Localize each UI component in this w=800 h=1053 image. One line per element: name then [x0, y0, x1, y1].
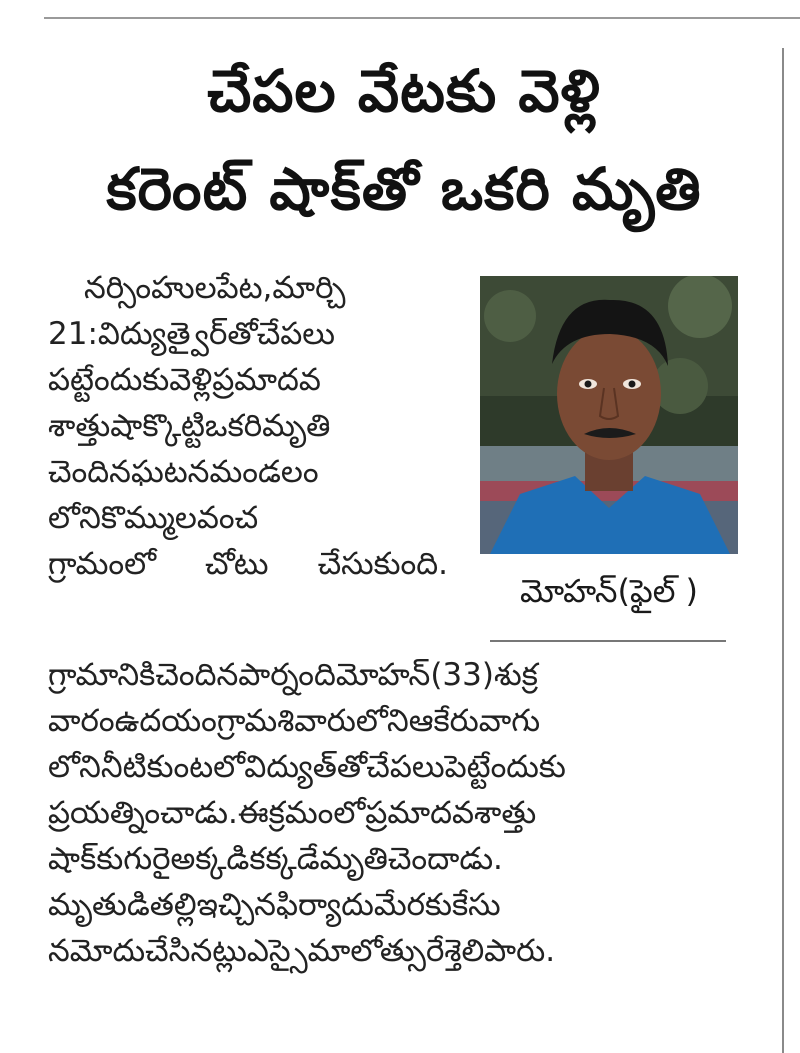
- word: షాక్‌కు: [48, 841, 124, 877]
- word: పార్నంది: [238, 657, 336, 693]
- intro-line: గ్రామంలో చోటు చేసుకుంది.: [48, 546, 448, 582]
- column-rule: [782, 48, 784, 1053]
- word: మృతి: [319, 841, 388, 877]
- word: విద్యుత్: [97, 316, 209, 352]
- word: ఉదయం: [114, 703, 217, 739]
- headline-line-1: చేపల వేటకు వెళ్లి: [207, 57, 601, 125]
- word: కుంటలో: [146, 749, 245, 785]
- word: చెందాడు.: [387, 841, 503, 877]
- word: గ్రామానికి: [48, 657, 156, 693]
- word: మృతుడి: [48, 887, 150, 923]
- word: ప్రమాదవశాత్తు: [365, 795, 537, 831]
- word: ఇచ్చిన: [196, 887, 276, 923]
- word: ఎస్సై: [246, 933, 308, 969]
- word: ఘటన: [130, 454, 210, 490]
- intro-line: [48, 449, 448, 495]
- word: చేపలు: [366, 749, 445, 785]
- body-paragraph: [48, 652, 762, 974]
- word: వారం: [48, 703, 115, 739]
- word: మోహన్(33): [335, 657, 494, 693]
- word: వైర్‌తో: [208, 316, 257, 352]
- body-line: [48, 790, 762, 836]
- body-line: [48, 698, 762, 744]
- body-line: [48, 652, 762, 698]
- word: లోని: [48, 500, 101, 536]
- word: క్రమంలో: [268, 795, 366, 831]
- word: కేసు: [451, 887, 501, 923]
- top-rule: [44, 17, 800, 19]
- body-line: [48, 882, 762, 928]
- word: మార్చి: [272, 270, 346, 306]
- word: ఆకేరు: [408, 703, 479, 739]
- intro-line: [48, 403, 448, 449]
- body-line: [48, 836, 762, 882]
- word: పట్టేందుకు: [48, 362, 170, 398]
- word: పెట్టేందుకు: [444, 749, 566, 785]
- word: ఒకరి: [204, 408, 263, 444]
- word: ప్రయత్నించాడు.: [48, 795, 238, 831]
- word: గ్రామ: [216, 703, 278, 739]
- word: అక్కడికక్కడే: [170, 841, 320, 877]
- intro-line: [48, 357, 448, 403]
- word: మేరకు: [373, 887, 452, 923]
- word: శాత్తు: [48, 408, 111, 444]
- word: ప్రమాదవ: [212, 362, 321, 398]
- word: చేసినట్లు: [145, 933, 247, 969]
- word: గురై: [123, 841, 171, 877]
- word: విద్యుత్‌తో: [244, 749, 367, 785]
- word: మండలం: [209, 454, 319, 490]
- intro-line: [48, 265, 448, 311]
- word: ఫిర్యాదు: [275, 887, 374, 923]
- word: శుక్ర: [493, 657, 538, 693]
- word: నర్సింహులపేట,: [84, 270, 273, 306]
- word: తెలిపారు.: [461, 933, 556, 969]
- word: ఈ: [237, 795, 269, 831]
- word: శివారులోని: [277, 703, 409, 739]
- word: 21: [48, 316, 88, 352]
- word: నీటి: [100, 749, 147, 785]
- word: చేపలు: [256, 316, 336, 352]
- word: మాలోత్: [307, 933, 426, 969]
- word: చెందిన: [155, 657, 239, 693]
- word: నమోదు: [48, 933, 146, 969]
- word: వాగు: [478, 703, 541, 739]
- intro-line: [48, 311, 448, 357]
- word: చెందిన: [48, 454, 131, 490]
- word: మృతి: [262, 408, 331, 444]
- word: లోని: [48, 749, 101, 785]
- caption-rule: [490, 640, 726, 642]
- word: :: [87, 316, 98, 352]
- word: కొమ్ములవంచ: [100, 500, 259, 536]
- mohan-photo: [480, 276, 738, 554]
- word: షాక్: [110, 408, 181, 444]
- photo-caption: మోహన్(ఫైల్ ): [519, 572, 699, 610]
- word: సురేశ్: [426, 933, 462, 969]
- word: కొట్టి: [180, 408, 205, 444]
- headline-line-2: కరెంట్ షాక్‌తో ఒకరి మృతి: [106, 155, 702, 223]
- body-line: [48, 744, 762, 790]
- word: వెళ్లి: [169, 362, 213, 398]
- intro-line: [48, 495, 448, 541]
- word: తల్లి: [149, 887, 197, 923]
- body-line: [48, 928, 762, 974]
- intro-paragraph: [48, 265, 448, 587]
